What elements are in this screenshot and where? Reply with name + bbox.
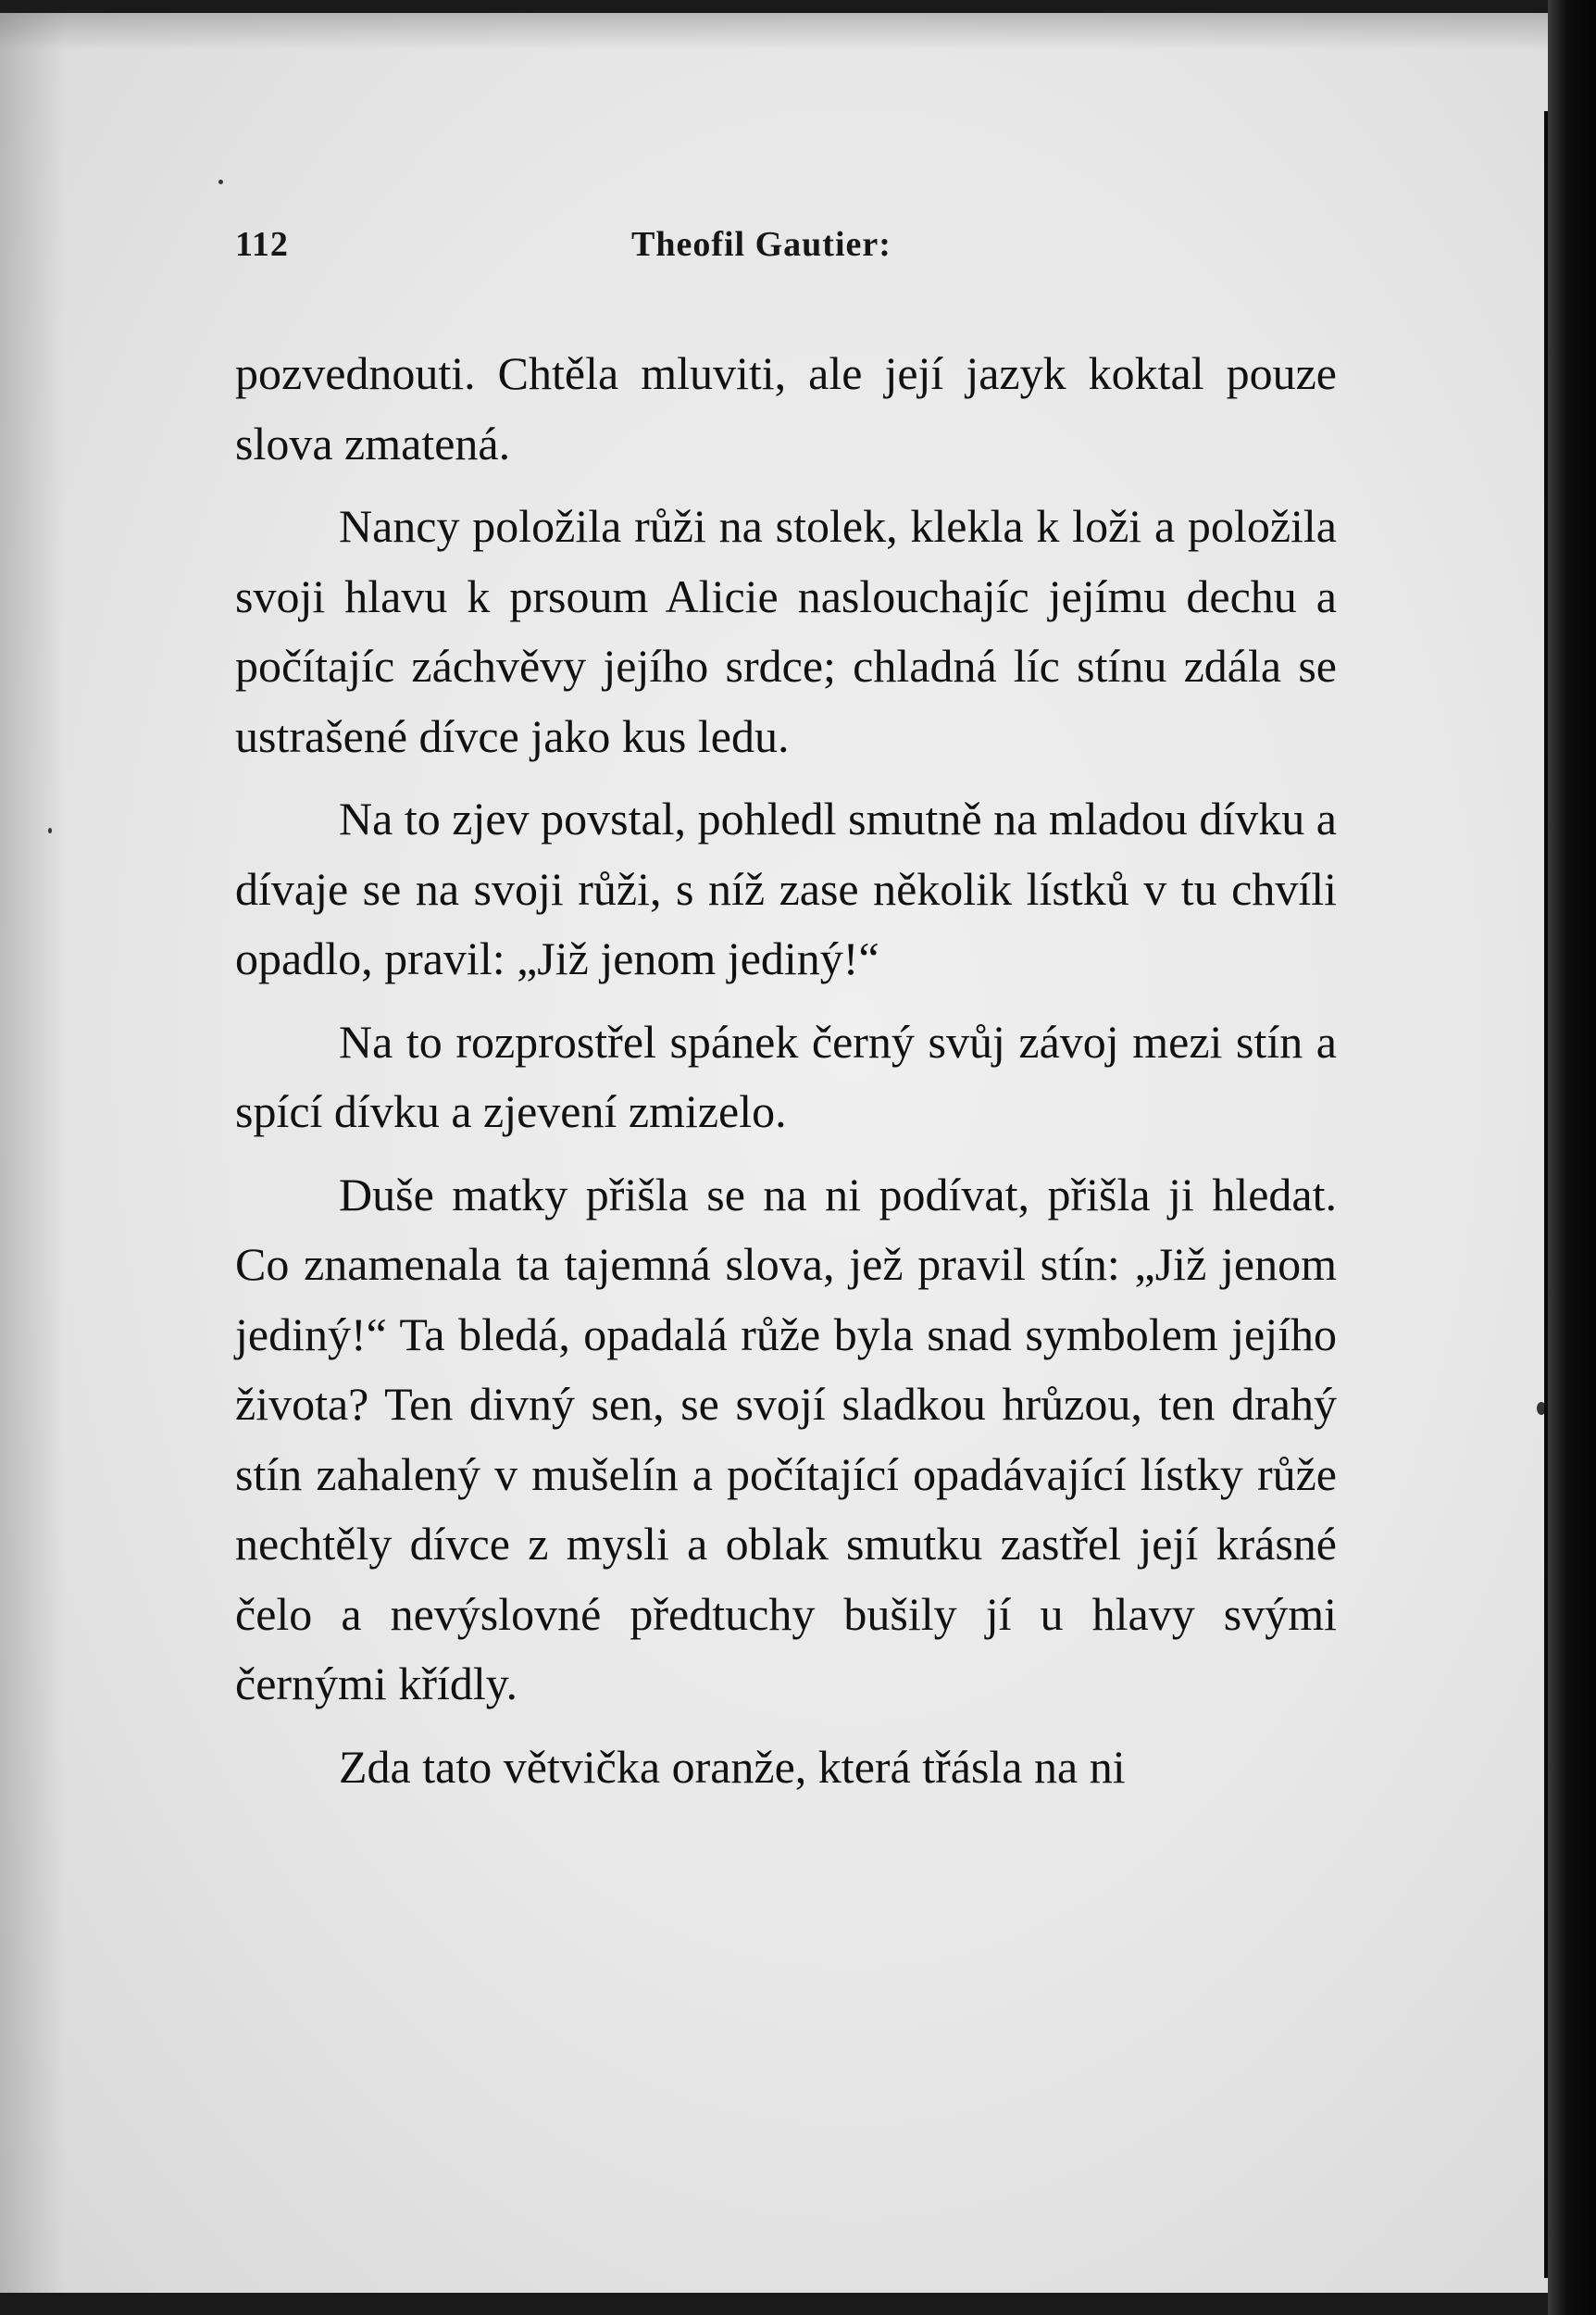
paragraph-unfinished: Zda tato větvička oranže, která třásla na ni [339, 1740, 1126, 1793]
paragraph: Nancy položila růži na stolek, klekla k loži a položila svoji hlavu k prsoum Alicie naslouchajíc jejímu dechu a počítajíc záchvěvy jejího srdce; chladná líc stínu zdála se ustrašené dívce jako kus ledu. [235, 500, 1337, 762]
dust-speck [218, 180, 223, 184]
paragraph-continuation: pozvednouti. Chtěla mluviti, ale její jazyk koktal pouze slova zmatená. [235, 347, 1337, 469]
paragraph: Duše matky přišla se na ni podívat, přišla ji hledat. Co znamenala ta tajemná slova, jež pravil stín: „Již jenom jediný!“ Ta bledá, opadalá růže byla snad symbolem jejího života? Ten divný sen, se svojí sladkou hrůzou, ten drahý stín zahalený v mušelín a počítající opadávající lístky růže nechtěly dívce z mysli a oblak smutku zastřel její krásné čelo a nevýslovné předtuchy bušily jí u hlavy svými černými křídly. [235, 1168, 1337, 1709]
paragraph: Na to zjev povstal, pohledl smutně na mladou dívku a dívaje se na svoji růži, s níž zase několik lístků v tu chvíli opadlo, pravil: „Již jenom jediný!“ [235, 793, 1337, 984]
paragraph: Na to rozprostřel spánek černý svůj závoj mezi stín a spící dívku a zjevení zmizelo. [235, 1015, 1337, 1137]
page-number: 112 [235, 225, 289, 264]
dust-speck [48, 828, 52, 833]
running-head: Theofil Gautier: [631, 225, 892, 264]
page-header [235, 224, 1337, 270]
body-text [235, 339, 1337, 1802]
page-sheet [0, 13, 1548, 2293]
book-spine-shadow [1548, 0, 1596, 2315]
